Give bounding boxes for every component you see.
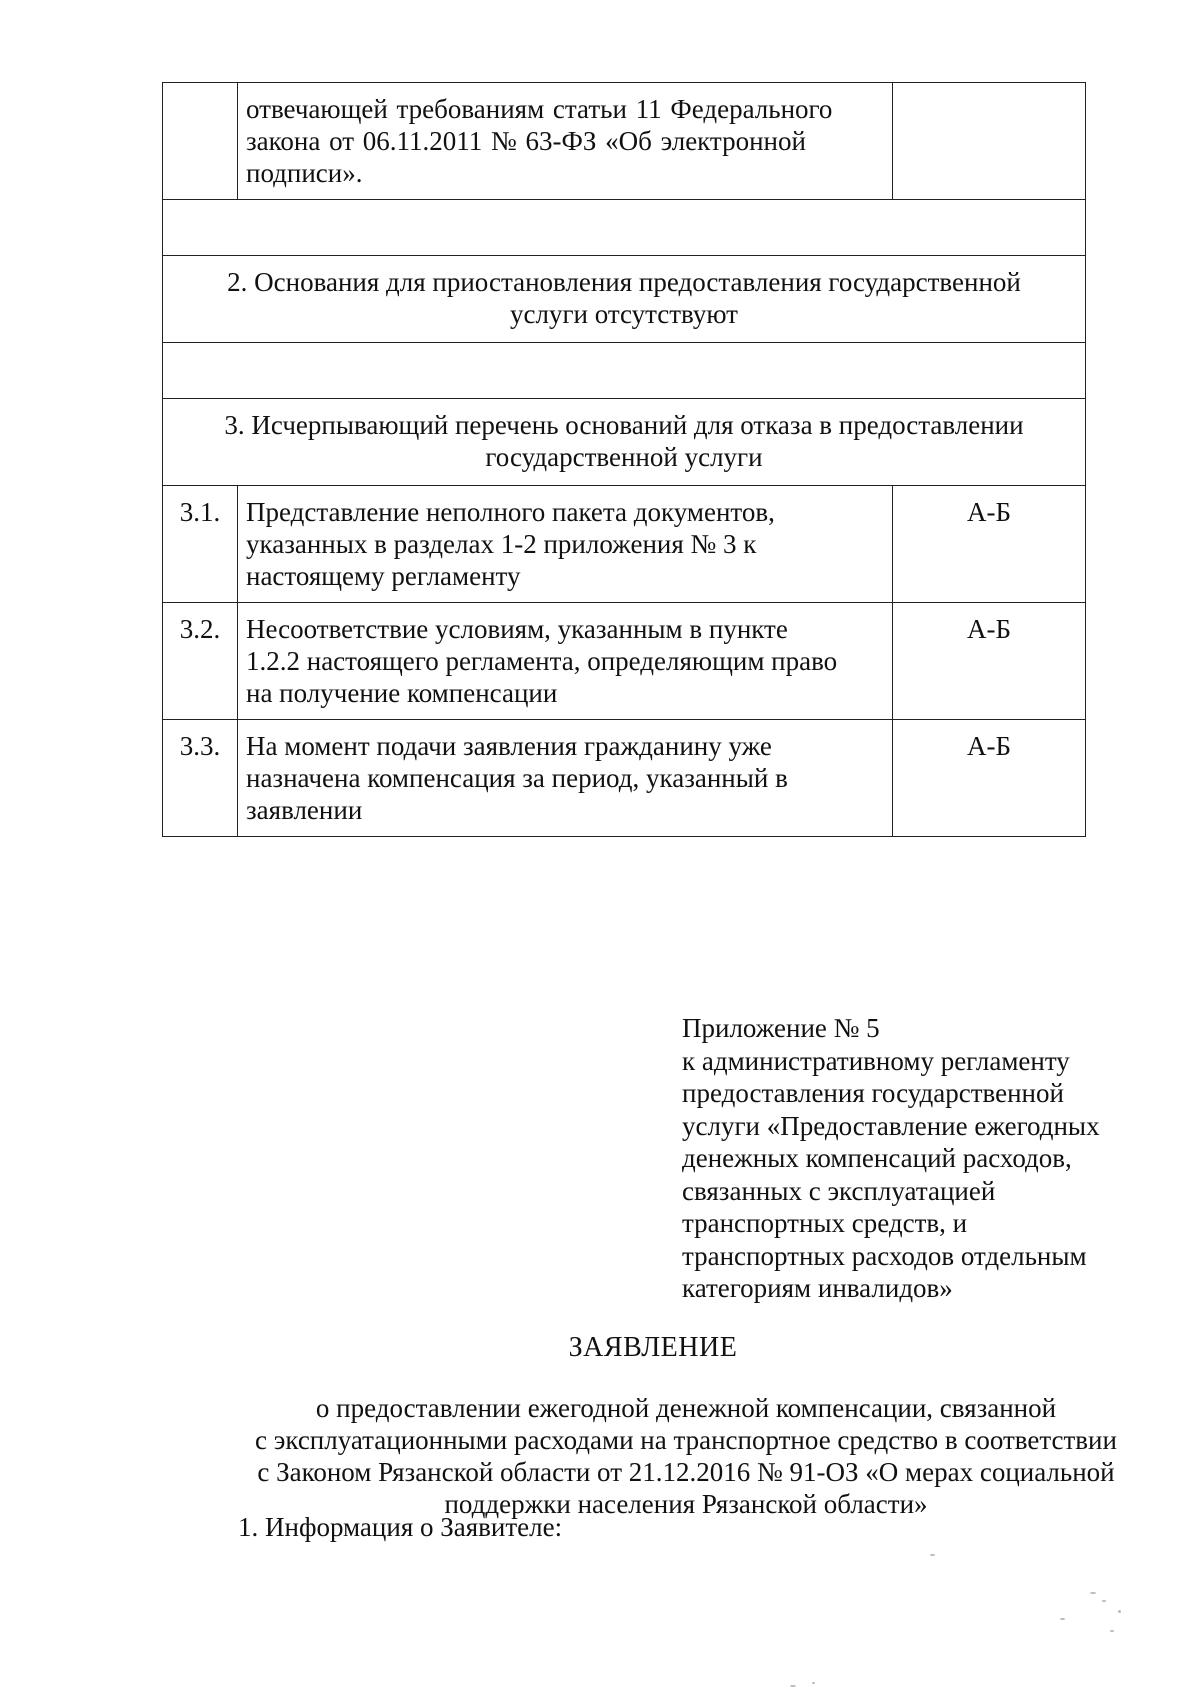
row-number: 3.2. [163, 603, 238, 720]
appendix-line: Приложение № 5 [682, 1013, 880, 1043]
empty-cell [163, 200, 1086, 256]
row-number: 3.3. [163, 720, 238, 837]
text-line: Несоответствие условиям, указанным в пункте [246, 614, 788, 644]
document-title: ЗАЯВЛЕНИЕ [568, 1332, 738, 1363]
row-number-cell [163, 83, 238, 200]
appendix-line: транспортных средств, и [682, 1208, 968, 1238]
section-heading-3 [163, 399, 1086, 486]
row-text-cell [238, 720, 893, 837]
appendix-line: к административному регламенту [682, 1045, 1070, 1076]
row-number: 3.1. [163, 486, 238, 603]
scan-speck [1060, 1618, 1065, 1620]
text-line: 1.2.2 настоящего регламента, определяющим право [246, 646, 838, 676]
row-code: А-Б [893, 720, 1086, 837]
text-line: указанных в разделах 1-2 приложения № 3 к [246, 529, 757, 559]
text-line: на получение компенсации [246, 678, 558, 708]
appendix-line: предоставления государственной [682, 1078, 1064, 1108]
text-line: закона от 06.11.2011 № 63-ФЗ «Об электронной [246, 126, 806, 156]
appendix-line: транспортных расходов отдельным [682, 1240, 1087, 1271]
text-line: назначена компенсация за период, указанный в [246, 763, 788, 793]
subtitle-line: поддержки населения Рязанской области» [444, 1489, 928, 1519]
text-line: подписи». [246, 158, 363, 188]
table-row [163, 720, 1086, 837]
appendix-line: связанных с эксплуатацией [682, 1175, 996, 1206]
subtitle-line: с Законом Рязанской области от 21.12.2016 № 91-ОЗ «О мерах социальной [257, 1457, 1115, 1487]
heading-line: услуги отсутствуют [510, 299, 738, 329]
scan-speck [812, 1682, 815, 1684]
table-row [163, 603, 1086, 720]
appendix-header [682, 1012, 1182, 1305]
row-text-cell [238, 486, 893, 603]
row-code: А-Б [893, 603, 1086, 720]
appendix-line: категориям инвалидов» [682, 1273, 953, 1303]
section-heading: 1. Информация о Заявителе: [238, 1512, 563, 1542]
empty-cell [163, 343, 1086, 399]
subtitle-line: о предоставлении ежегодной денежной компенсации, связанной [315, 1393, 1057, 1423]
section-heading-2 [163, 256, 1086, 343]
scan-speck [1102, 1600, 1106, 1602]
document-subtitle [230, 1392, 1142, 1520]
scan-speck [1118, 1610, 1121, 1613]
text-line: отвечающей требованиям статьи 11 Федерального [246, 94, 833, 124]
text-line: настоящему регламенту [246, 561, 521, 591]
subtitle-line: с эксплуатационными расходами на транспортное средство в соответствии [255, 1425, 1117, 1455]
scan-speck [1110, 1630, 1114, 1632]
scan-speck [930, 1554, 935, 1556]
row-code-cell [893, 83, 1086, 200]
scan-speck [790, 1685, 796, 1687]
heading-line: государственной услуги [485, 442, 763, 472]
heading-cell [163, 256, 1086, 343]
text-line: Представление неполного пакета документов, [246, 497, 775, 527]
appendix-line: денежных компенсаций расходов, [682, 1143, 1072, 1173]
heading-cell [163, 399, 1086, 486]
empty-row [163, 200, 1086, 256]
grounds-table [162, 82, 1086, 837]
empty-row [163, 343, 1086, 399]
row-code: А-Б [893, 486, 1086, 603]
text-line: заявлении [246, 795, 363, 825]
table-row [163, 83, 1086, 200]
heading-line: 3. Исчерпывающий перечень оснований для отказа в предоставлении [224, 410, 1024, 440]
row-text-cell [238, 83, 893, 200]
row-text-cell [238, 603, 893, 720]
table-row [163, 486, 1086, 603]
heading-line: 2. Основания для приостановления предоставления государственной [227, 267, 1021, 297]
appendix-line: услуги «Предоставление ежегодных [682, 1110, 1100, 1141]
text-line: На момент подачи заявления гражданину уже [246, 731, 772, 761]
scan-speck [1090, 1592, 1096, 1594]
